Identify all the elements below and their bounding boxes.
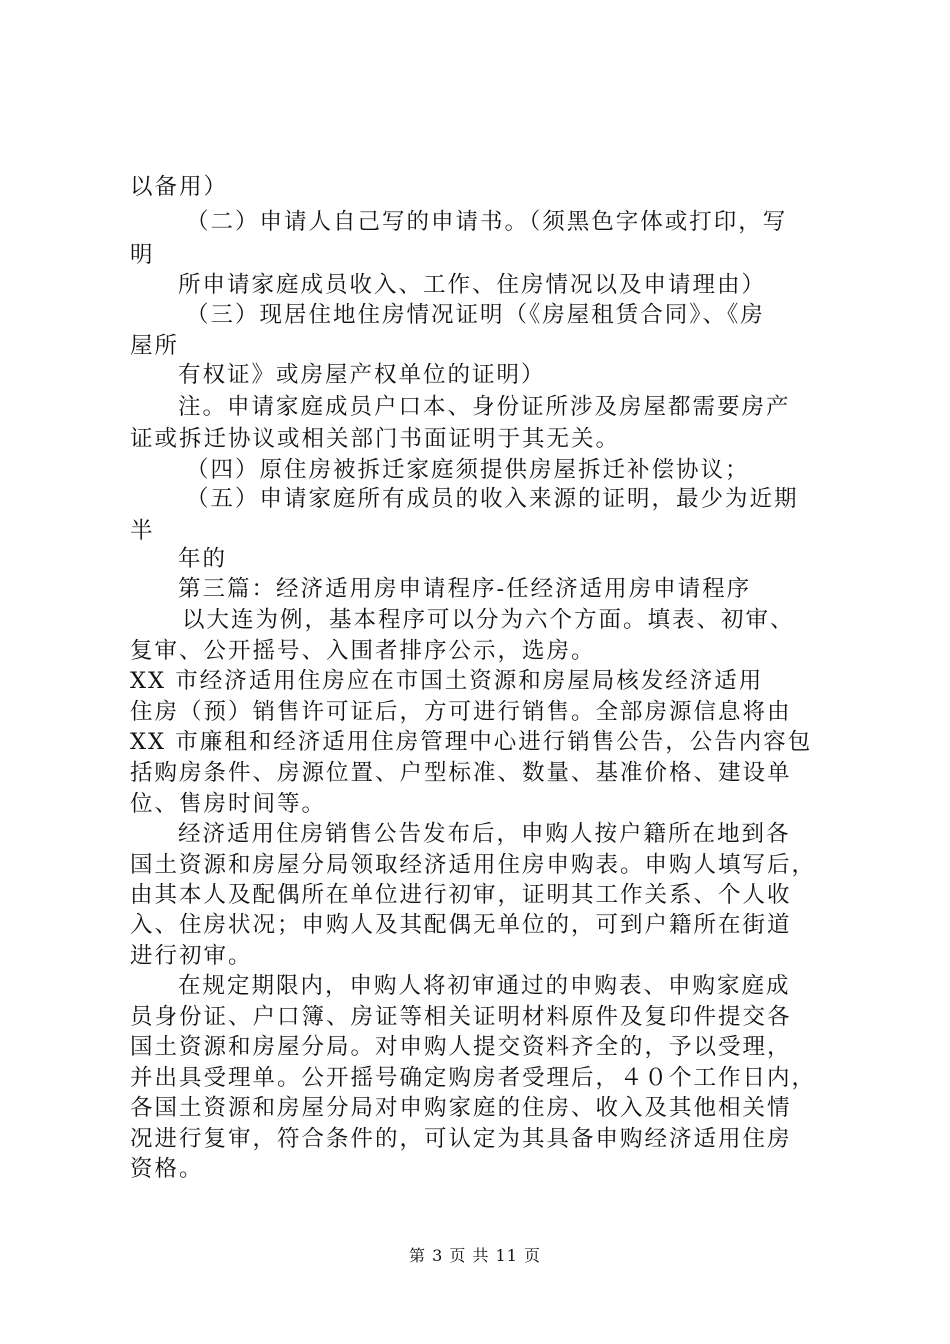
text-line: 有权证》或房屋产权单位的证明） [178,362,546,388]
text-line: 经济适用住房销售公告发布后，申购人按户籍所在地到各 [178,821,791,847]
text-line: 屋所 [130,333,180,359]
text-line: 注。申请家庭成员户口本、身份证所涉及房屋都需要房产 [178,394,791,420]
text-line: 员身份证、户口簿、房证等相关证明材料原件及复印件提交各 [130,1004,792,1030]
text-line: （三）现居住地住房情况证明（《房屋租赁合同》、《房 [186,302,765,328]
text-line: 入、住房状况；申购人及其配偶无单位的，可到户籍所在街道 [130,912,792,938]
text-line: 以备用） [130,174,229,200]
text-line: （二）申请人自己写的申请书。（须黑色字体或打印，写 [186,209,788,235]
text-line: 各国土资源和房屋分局对申购家庭的住房、收入及其他相关情 [130,1095,792,1121]
section-heading: 第三篇：经济适用房申请程序-任经济适用房申请程序 [178,576,752,602]
text-line: 进行初审。 [130,943,253,969]
text-line: XX 市经济适用住房应在市国土资源和房屋局核发经济适用 [130,668,764,694]
text-line: 明 [130,242,155,268]
text-line: 并出具受理单。公开摇号确定购房者受理后，４０个工作日内， [130,1065,817,1091]
text-line: 以大连为例，基本程序可以分为六个方面。填表、初审、 [182,607,795,633]
text-line: 况进行复审，符合条件的，可认定为其具备申购经济适用住房 [130,1126,792,1152]
page-number-footer: 第 3 页 共 11 页 [409,1246,541,1265]
text-line: 年的 [178,546,228,572]
text-line: 由其本人及配偶所在单位进行初审，证明其工作关系、个人收 [130,882,792,908]
text-line: （四）原住房被拆迁家庭须提供房屋拆迁补偿协议； [186,457,750,483]
text-line: 半 [130,518,155,544]
text-line: 位、售房时间等。 [130,791,327,817]
text-line: 所申请家庭成员收入、工作、住房情况以及申请理由） [178,272,767,298]
text-line: 住房（预）销售许可证后，方可进行销售。全部房源信息将由 [130,699,792,725]
text-line: XX 市廉租和经济适用住房管理中心进行销售公告，公告内容包 [130,729,813,755]
text-line: 国土资源和房屋分局。对申购人提交资料齐全的，予以受理， [130,1034,792,1060]
text-line: 在规定期限内，申购人将初审通过的申购表、申购家庭成 [178,973,791,999]
text-line: 复审、公开摇号、入围者排序公示，选房。 [130,638,596,664]
text-line: 国土资源和房屋分局领取经济适用住房申购表。申购人填写后， [130,852,817,878]
text-line: 资格。 [130,1156,204,1182]
text-line: 证或拆迁协议或相关部门书面证明于其无关。 [130,426,621,452]
text-line: （五）申请家庭所有成员的收入来源的证明，最少为近期 [186,486,799,512]
text-line: 括购房条件、房源位置、户型标准、数量、基准价格、建设单 [130,760,792,786]
